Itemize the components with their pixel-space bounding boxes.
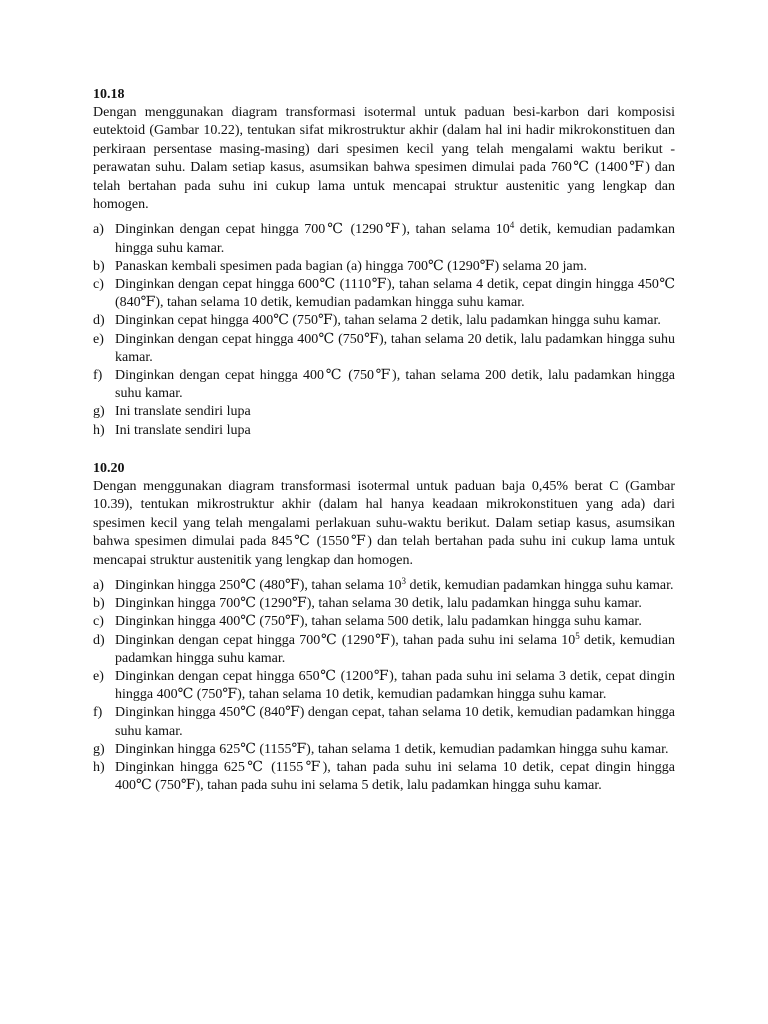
problem-items-list xyxy=(93,577,675,795)
list-item xyxy=(93,613,675,631)
item-text-main: Dinginkan dengan cepat hingga 400℃ (750℉), tahan selama 200 detik, lalu padamkan hingga suhu kamar. xyxy=(115,368,675,402)
item-text-main: Dinginkan hingga 700℃ (1290℉), tahan selama 30 detik, lalu padamkan hingga suhu kamar. xyxy=(115,596,642,612)
list-item xyxy=(93,577,675,595)
item-marker: b) xyxy=(93,258,105,274)
item-text-main: Panaskan kembali spesimen pada bagian (a) hingga 700℃ (1290℉) selama 20 jam. xyxy=(115,258,587,274)
item-text xyxy=(115,367,675,403)
list-item xyxy=(93,595,675,613)
item-text-main: Dinginkan dengan cepat hingga 400℃ (750℉), tahan selama 20 detik, lalu padamkan hingga suhu kamar. xyxy=(115,331,675,365)
document-page xyxy=(93,86,675,795)
item-text xyxy=(115,312,675,330)
item-marker: c) xyxy=(93,614,104,630)
item-text xyxy=(115,668,675,704)
item-marker: a) xyxy=(93,577,104,593)
list-item xyxy=(93,276,675,312)
item-text-main: Dinginkan hingga 400℃ (750℉), tahan selama 500 detik, lalu padamkan hingga suhu kamar. xyxy=(115,614,642,630)
item-text-tail: detik, kemudian padamkan hingga suhu kamar. xyxy=(115,632,676,666)
problem-number: 10.20 xyxy=(93,460,125,476)
item-marker: d) xyxy=(93,632,105,648)
item-text xyxy=(115,577,675,595)
item-text-main: Dinginkan dengan cepat hingga 700℃ (1290℉), tahan pada suhu ini selama 10 xyxy=(115,632,576,648)
item-text xyxy=(115,741,675,759)
item-text-main: Ini translate sendiri lupa xyxy=(115,422,251,438)
item-marker: e) xyxy=(93,331,104,347)
list-item xyxy=(93,704,675,740)
item-text xyxy=(115,276,675,312)
item-marker: h) xyxy=(93,422,105,438)
item-exponent: 4 xyxy=(509,220,515,231)
item-marker: b) xyxy=(93,596,105,612)
item-text-tail: detik, kemudian padamkan hingga suhu kamar. xyxy=(115,222,675,256)
item-text-main: Dinginkan hingga 450℃ (840℉) dengan cepat, tahan selama 10 detik, kemudian padamkan hingga suhu kamar. xyxy=(115,705,675,739)
item-text-main: Dinginkan dengan cepat hingga 650℃ (1200℉), tahan pada suhu ini selama 3 detik, cepat dingin hingga 400℃ (750℉), tahan selama 10 detik, kemudian padamkan hingga suhu kamar. xyxy=(115,668,675,703)
list-item xyxy=(93,331,675,367)
item-text xyxy=(115,613,675,631)
item-text xyxy=(115,632,675,668)
item-marker: d) xyxy=(93,313,105,329)
problem-number: 10.18 xyxy=(93,87,125,102)
item-marker: f) xyxy=(93,368,103,384)
list-item xyxy=(93,258,675,276)
problem-items-list xyxy=(93,221,675,439)
item-marker: g) xyxy=(93,741,105,757)
list-item xyxy=(93,759,675,795)
item-text-main: Dinginkan hingga 625℃ (1155℉), tahan selama 1 detik, kemudian padamkan hingga suhu kamar. xyxy=(115,741,669,757)
item-exponent: 3 xyxy=(401,575,407,586)
item-text-main: Dinginkan hingga 250℃ (480℉), tahan selama 10 xyxy=(115,577,402,593)
list-item xyxy=(93,741,675,759)
item-marker: h) xyxy=(93,759,105,775)
list-item xyxy=(93,221,675,257)
problem-10-20 xyxy=(93,460,675,795)
item-text-main: Dinginkan cepat hingga 400℃ (750℉), tahan selama 2 detik, lalu padamkan hingga suhu kamar. xyxy=(115,313,661,329)
item-exponent: 5 xyxy=(575,630,580,641)
list-item xyxy=(93,403,675,421)
item-marker: a) xyxy=(93,222,104,238)
item-text xyxy=(115,759,675,795)
list-item xyxy=(93,422,675,440)
list-item xyxy=(93,632,675,668)
item-marker: e) xyxy=(93,668,104,684)
item-text-tail: detik, kemudian padamkan hingga suhu kamar. xyxy=(406,577,674,593)
problem-intro: Dengan menggunakan diagram transformasi isotermal untuk paduan besi-karbon dari komposisi eutektoid (Gambar 10.22), tentukan sifat mikrostruktur akhir (dalam hal ini hadir mikrokonstituen dan perkiraan persentase masing-masing) dari spesimen kecil yang telah mengalami waktu berikut - perawatan suhu. Dalam setiap kasus, asumsikan bahwa spesimen dimulai pada 760℃ (1400℉) dan telah bertahan pada suhu ini cukup lama untuk mencapai struktur austenitic yang lengkap dan homogen. xyxy=(93,105,675,213)
item-text xyxy=(115,331,675,367)
item-text xyxy=(115,704,675,740)
item-text xyxy=(115,258,675,276)
item-text xyxy=(115,422,675,440)
item-text xyxy=(115,221,675,257)
item-marker: c) xyxy=(93,277,104,293)
item-text-main: Ini translate sendiri lupa xyxy=(115,404,251,420)
problem-intro: Dengan menggunakan diagram transformasi isotermal untuk paduan baja 0,45% berat C (Gambar 10.39), tentukan mikrostruktur akhir (dalam hal hanya keadaan mikrokonstituen yang ada) dari spesimen kecil yang telah mengalami perlakuan suhu-waktu berikut. Dalam setiap kasus, asumsikan bahwa spesimen dimulai pada 845℃ (1550℉) dan telah bertahan pada suhu ini cukup lama untuk mencapai struktur austenitik yang lengkap dan homogen. xyxy=(93,478,675,568)
list-item xyxy=(93,367,675,403)
problem-10-18 xyxy=(93,86,675,440)
item-text xyxy=(115,595,675,613)
item-text-main: Dinginkan hingga 625℃ (1155℉), tahan pada suhu ini selama 10 detik, cepat dingin hingga 400℃ (750℉), tahan pada suhu ini selama 5 detik, lalu padamkan hingga suhu kamar. xyxy=(115,759,675,794)
item-marker: f) xyxy=(93,705,103,721)
item-text xyxy=(115,403,675,421)
item-text-main: Dinginkan dengan cepat hingga 700℃ (1290℉), tahan selama 10 xyxy=(115,222,510,238)
list-item xyxy=(93,668,675,704)
item-text-main: Dinginkan dengan cepat hingga 600℃ (1110℉), tahan selama 4 detik, cepat dingin hingga 450℃ (840℉), tahan selama 10 detik, kemudian padamkan hingga suhu kamar. xyxy=(115,277,675,311)
item-marker: g) xyxy=(93,404,105,420)
list-item xyxy=(93,312,675,330)
